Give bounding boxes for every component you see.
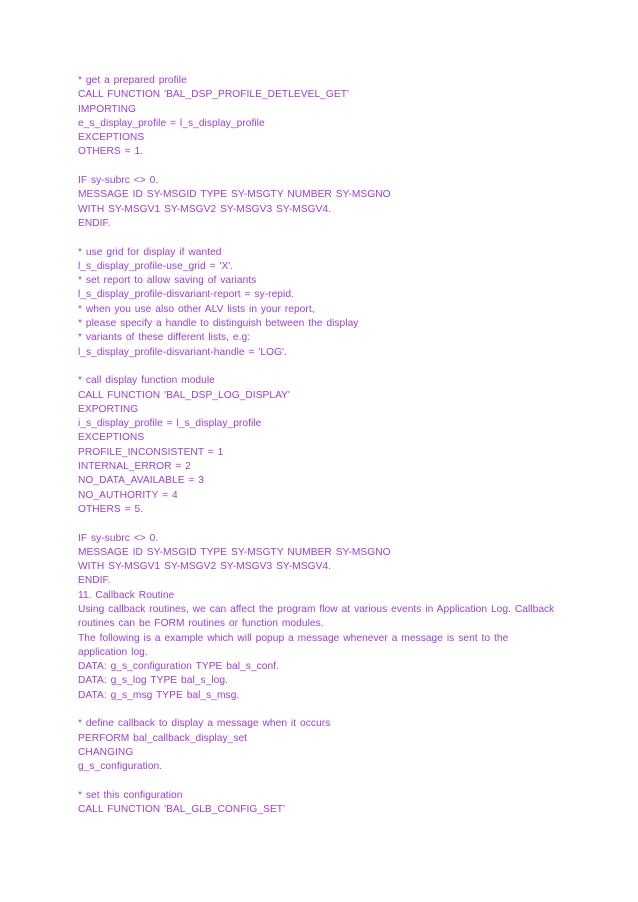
doc-line: * please specify a handle to distinguish between the display (78, 318, 359, 330)
doc-line: * when you use also other ALV lists in your report, (78, 303, 315, 315)
doc-line: MESSAGE ID SY-MSGID TYPE SY-MSGTY NUMBER SY-MSGNO (78, 546, 391, 558)
doc-line: * variants of these different lists, e.g: (78, 332, 251, 344)
doc-line: routines can be FORM routines or function modules. (78, 618, 324, 630)
doc-line: CHANGING (78, 746, 134, 758)
doc-line: ENDIF. (78, 217, 111, 229)
doc-line: * define callback to display a message when it occurs (78, 718, 331, 730)
doc-line: WITH SY-MSGV1 SY-MSGV2 SY-MSGV3 SY-MSGV4. (78, 203, 332, 215)
doc-line: g_s_configuration. (78, 761, 163, 773)
blank-line (78, 517, 578, 531)
doc-line: e_s_display_profile = l_s_display_profile (78, 117, 265, 129)
doc-line: l_s_display_profile-use_grid = 'X'. (78, 260, 234, 272)
doc-line: Using callback routines, we can affect the program flow at various events in Application Log. Callback (78, 603, 555, 615)
doc-line: IF sy-subrc <> 0. (78, 532, 159, 544)
doc-line: * get a prepared profile (78, 75, 187, 86)
doc-line: EXPORTING (78, 403, 139, 415)
doc-line: l_s_display_profile-disvariant-handle = 'LOG'. (78, 346, 287, 358)
doc-line: application log. (78, 646, 148, 658)
doc-line: WITH SY-MSGV1 SY-MSGV2 SY-MSGV3 SY-MSGV4. (78, 561, 332, 573)
doc-line: * use grid for display if wanted (78, 246, 222, 258)
doc-line: * call display function module (78, 375, 215, 387)
doc-line: l_s_display_profile-disvariant-report = sy-repid. (78, 289, 294, 301)
doc-line: IMPORTING (78, 103, 136, 115)
doc-line: * set report to allow saving of variants (78, 275, 257, 287)
doc-line: PERFORM bal_callback_display_set (78, 732, 248, 744)
doc-line: MESSAGE ID SY-MSGID TYPE SY-MSGTY NUMBER SY-MSGNO (78, 189, 391, 201)
blank-line (78, 775, 578, 789)
doc-line: CALL FUNCTION 'BAL_DSP_PROFILE_DETLEVEL_GET' (78, 89, 349, 101)
doc-line: OTHERS = 5. (78, 503, 144, 515)
blank-line (78, 360, 578, 374)
doc-line: DATA: g_s_msg TYPE bal_s_msg. (78, 689, 240, 701)
doc-line: The following is a example which will popup a message whenever a message is sent to the (78, 632, 509, 644)
doc-line: DATA: g_s_log TYPE bal_s_log. (78, 675, 228, 687)
blank-line (78, 160, 578, 174)
doc-line: CALL FUNCTION 'BAL_GLB_CONFIG_SET' (78, 804, 286, 816)
doc-line: NO_DATA_AVAILABLE = 3 (78, 475, 205, 487)
doc-line: CALL FUNCTION 'BAL_DSP_LOG_DISPLAY' (78, 389, 291, 401)
doc-line: DATA: g_s_configuration TYPE bal_s_conf. (78, 661, 279, 673)
section-heading: 11. Callback Routine (78, 589, 175, 601)
doc-line: EXCEPTIONS (78, 132, 145, 144)
document-body (78, 74, 578, 817)
doc-line: INTERNAL_ERROR = 2 (78, 461, 192, 473)
doc-line: OTHERS = 1. (78, 146, 144, 158)
doc-line: ENDIF. (78, 575, 111, 587)
blank-line (78, 703, 578, 717)
doc-line: IF sy-subrc <> 0. (78, 175, 159, 187)
blank-line (78, 231, 578, 245)
doc-line: i_s_display_profile = l_s_display_profile (78, 418, 262, 430)
doc-line: EXCEPTIONS (78, 432, 145, 444)
doc-line: NO_AUTHORITY = 4 (78, 489, 178, 501)
doc-line: * set this configuration (78, 789, 183, 801)
doc-line: PROFILE_INCONSISTENT = 1 (78, 446, 224, 458)
